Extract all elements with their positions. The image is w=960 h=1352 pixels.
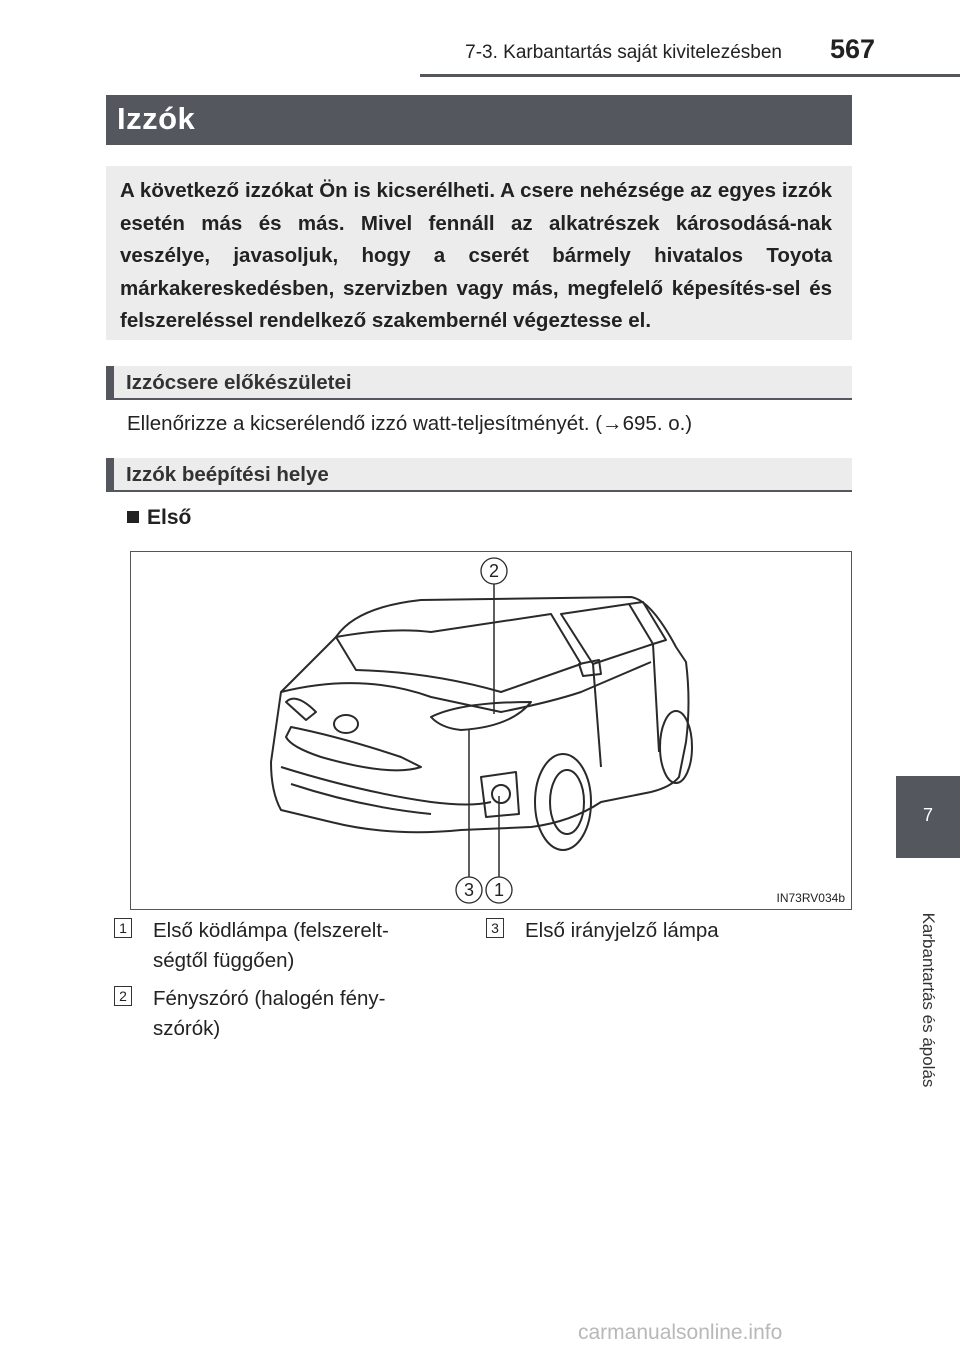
page-number: 567 [830,34,876,64]
rear-wheel [660,711,692,783]
page-title: Izzók [117,101,196,136]
square-bullet-icon [127,511,139,523]
legend-text: Fényszóró (halogén fény- szórók) [153,987,386,1040]
lower-grille [281,767,491,814]
intro-box [106,166,852,340]
windshield [336,614,581,692]
front-wheel [535,754,591,850]
legend-text: Első ködlámpa (felszerelt- ségtől függően) [153,919,389,972]
fog-light [492,785,510,803]
callout-label-2: 2 [488,561,500,581]
bullet-heading-label: Első [147,506,192,529]
header-rule [420,74,960,77]
car-illustration [131,552,853,911]
intro-text: A következő izzókat Ön is kicserélheti. A csere nehézsége az egyes izzók esetén más és más. Mivel fennáll az alkatrészek károsodásá-nak veszélye, javasoljuk, hogy a cserét bármely hivatalos Toyota márkakereskedésben, szervizben vagy más, megfelelő képesítés-sel és felszereléssel rendelkező szakembernél végeztesse el. [120,179,832,332]
side-tab[interactable] [896,776,960,858]
section-heading-preparation [106,366,852,400]
section-heading-label: Izzócsere előkészületei [126,371,352,394]
section-heading-label: Izzók beépítési helye [126,463,329,486]
side-windows [561,602,666,664]
headlight-left [286,699,316,720]
fog-light-housing [481,772,519,817]
headlight-right [431,702,531,730]
bullet-heading [127,506,191,530]
front-wheel-rim [550,770,584,834]
toyota-logo [334,715,358,733]
header-section-title: 7-3. Karbantartás saját kivitelezésben [465,42,782,63]
preparation-text: Ellenőrizze a kicserélendő izzó watt-teljesítményét. (→695. o.) [127,412,693,435]
legend-item-1 [114,916,454,976]
car-figure [130,551,852,910]
legend-number: 3 [486,918,504,938]
title-band [106,95,852,145]
legend-text: Első irányjelző lámpa [525,919,719,942]
chapter-number: 7 [922,805,933,825]
callout-label-3: 3 [463,880,475,900]
watermark: carmanualsonline.info [578,1321,783,1344]
side-chapter-text: Karbantartás és ápolás [919,912,938,1088]
legend-number: 1 [114,918,132,938]
callout-label-1: 1 [493,880,505,900]
grille [286,727,421,770]
legend-item-3 [486,916,816,946]
legend-item-2 [114,984,454,1044]
legend-number: 2 [114,986,132,1006]
section-heading-locations [106,458,852,492]
figure-code: IN73RV034b [776,891,845,905]
